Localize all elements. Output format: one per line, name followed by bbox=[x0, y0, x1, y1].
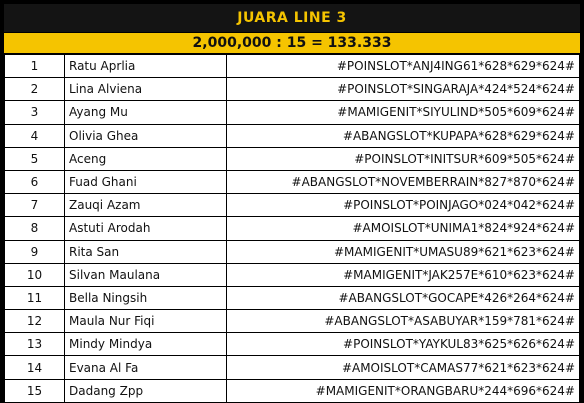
table-row bbox=[5, 356, 580, 379]
row-number: 4 bbox=[5, 124, 65, 147]
table-row bbox=[5, 310, 580, 333]
row-number: 10 bbox=[5, 263, 65, 286]
table-row bbox=[5, 78, 580, 101]
row-number: 7 bbox=[5, 194, 65, 217]
winner-name: Bella Ningsih bbox=[65, 286, 227, 309]
winner-code: #ABANGSLOT*ASABUYAR*159*781*624# bbox=[227, 310, 580, 333]
winner-code: #POINSLOT*SINGARAJA*424*524*624# bbox=[227, 78, 580, 101]
table-row bbox=[5, 333, 580, 356]
winner-code: #ABANGSLOT*KUPAPA*628*629*624# bbox=[227, 124, 580, 147]
winner-name: Ratu Aprlia bbox=[65, 55, 227, 78]
table-row bbox=[5, 217, 580, 240]
row-number: 14 bbox=[5, 356, 65, 379]
winner-code: #MAMIGENIT*UMASU89*621*623*624# bbox=[227, 240, 580, 263]
winner-name: Astuti Arodah bbox=[65, 217, 227, 240]
winner-code: #MAMIGENIT*SIYULIND*505*609*624# bbox=[227, 101, 580, 124]
row-number: 2 bbox=[5, 78, 65, 101]
table-row bbox=[5, 263, 580, 286]
winner-code: #ABANGSLOT*NOVEMBERRAIN*827*870*624# bbox=[227, 170, 580, 193]
row-number: 5 bbox=[5, 147, 65, 170]
table-row bbox=[5, 147, 580, 170]
winner-name: Zauqi Azam bbox=[65, 194, 227, 217]
row-number: 13 bbox=[5, 333, 65, 356]
row-number: 8 bbox=[5, 217, 65, 240]
table-row bbox=[5, 194, 580, 217]
row-number: 11 bbox=[5, 286, 65, 309]
row-number: 15 bbox=[5, 379, 65, 402]
winner-code: #AMOISLOT*UNIMA1*824*924*624# bbox=[227, 217, 580, 240]
winner-name: Lina Alviena bbox=[65, 78, 227, 101]
winner-code: #MAMIGENIT*JAK257E*610*623*624# bbox=[227, 263, 580, 286]
table-row bbox=[5, 286, 580, 309]
winners-table bbox=[4, 54, 580, 403]
winner-name: Rita San bbox=[65, 240, 227, 263]
winner-name: Dadang Zpp bbox=[65, 379, 227, 402]
row-number: 1 bbox=[5, 55, 65, 78]
winners-table-frame bbox=[2, 2, 582, 398]
winner-name: Ayang Mu bbox=[65, 101, 227, 124]
table-row bbox=[5, 170, 580, 193]
row-number: 3 bbox=[5, 101, 65, 124]
winner-code: #POINSLOT*POINJAGO*024*042*624# bbox=[227, 194, 580, 217]
winner-name: Maula Nur Fiqi bbox=[65, 310, 227, 333]
table-row bbox=[5, 379, 580, 402]
row-number: 9 bbox=[5, 240, 65, 263]
winner-code: #POINSLOT*ANJ4ING61*628*629*624# bbox=[227, 55, 580, 78]
winner-name: Mindy Mindya bbox=[65, 333, 227, 356]
table-row bbox=[5, 240, 580, 263]
winner-name: Silvan Maulana bbox=[65, 263, 227, 286]
winner-name: Evana Al Fa bbox=[65, 356, 227, 379]
winner-code: #ABANGSLOT*GOCAPE*426*264*624# bbox=[227, 286, 580, 309]
winner-code: #AMOISLOT*CAMAS77*621*623*624# bbox=[227, 356, 580, 379]
winner-name: Olivia Ghea bbox=[65, 124, 227, 147]
winner-code: #POINSLOT*YAYKUL83*625*626*624# bbox=[227, 333, 580, 356]
winner-code: #POINSLOT*INITSUR*609*505*624# bbox=[227, 147, 580, 170]
table-row bbox=[5, 124, 580, 147]
winner-name: Aceng bbox=[65, 147, 227, 170]
winner-code: #MAMIGENIT*ORANGBARU*244*696*624# bbox=[227, 379, 580, 402]
row-number: 12 bbox=[5, 310, 65, 333]
table-row bbox=[5, 101, 580, 124]
row-number: 6 bbox=[5, 170, 65, 193]
winner-name: Fuad Ghani bbox=[65, 170, 227, 193]
prize-formula: 2,000,000 : 15 = 133.333 bbox=[4, 32, 580, 54]
table-title: JUARA LINE 3 bbox=[4, 4, 580, 32]
table-row bbox=[5, 55, 580, 78]
